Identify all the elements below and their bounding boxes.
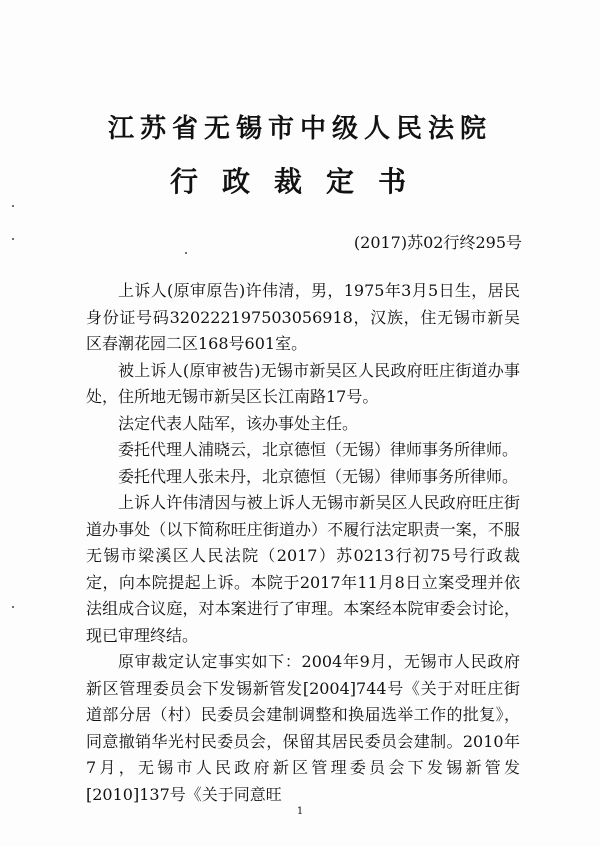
paragraph-agent-1: 委托代理人浦晓云，北京德恒（无锡）律师事务所律师。: [118, 440, 519, 459]
paragraph-agent-2: 委托代理人张未丹，北京德恒（无锡）律师事务所律师。: [118, 466, 519, 486]
court-title: 江苏省无锡市中级人民法院: [107, 114, 492, 144]
document-body: [86, 278, 520, 808]
page-number: 1: [296, 806, 304, 817]
paragraph-appellant: 上诉人(原审原告)许伟清，男，1975年3月5日生，居民身份证号码320222197503056918，汉族，住无锡市新吴区春潮花园二区168号601室。: [86, 281, 520, 353]
case-number: (2017)苏02行终295号: [353, 233, 522, 252]
paragraph-case-summary: 上诉人许伟清因与被上诉人无锡市新吴区人民政府旺庄街道办事处（以下简称旺庄街道办）不履行法定职责一案，不服无锡市梁溪区人民法院（2017）苏0213行初75号行政裁定，向本院提起上诉。本院于2017年11月8日立案受理并依法组成合议庭，对本案进行了审理。本案经本院审委会讨论，现已审理终结。: [86, 493, 520, 645]
document-type-title: 行政裁定书: [169, 165, 430, 198]
paragraph-facts: 原审裁定认定事实如下：2004年9月，无锡市人民政府新区管理委员会下发锡新管发[2004]744号《关于对旺庄街道部分居（村）民委员会建制调整和换届选举工作的批复》，同意撤销华光村民委员会，保留其居民委员会建制。2010年7月，无锡市人民政府新区管理委员会下发锡新管发[2010]137号《关于同意旺: [86, 652, 520, 804]
scan-speck: [12, 238, 14, 240]
paragraph-appellee: 被上诉人(原审被告)无锡市新吴区人民政府旺庄街道办事处，住所地无锡市新吴区长江南路17号。: [86, 360, 520, 406]
scan-speck: [12, 606, 14, 608]
paragraph-legal-representative: 法定代表人陆军，该办事处主任。: [118, 413, 359, 433]
scan-speck: [185, 252, 187, 254]
scan-speck: [12, 205, 14, 207]
